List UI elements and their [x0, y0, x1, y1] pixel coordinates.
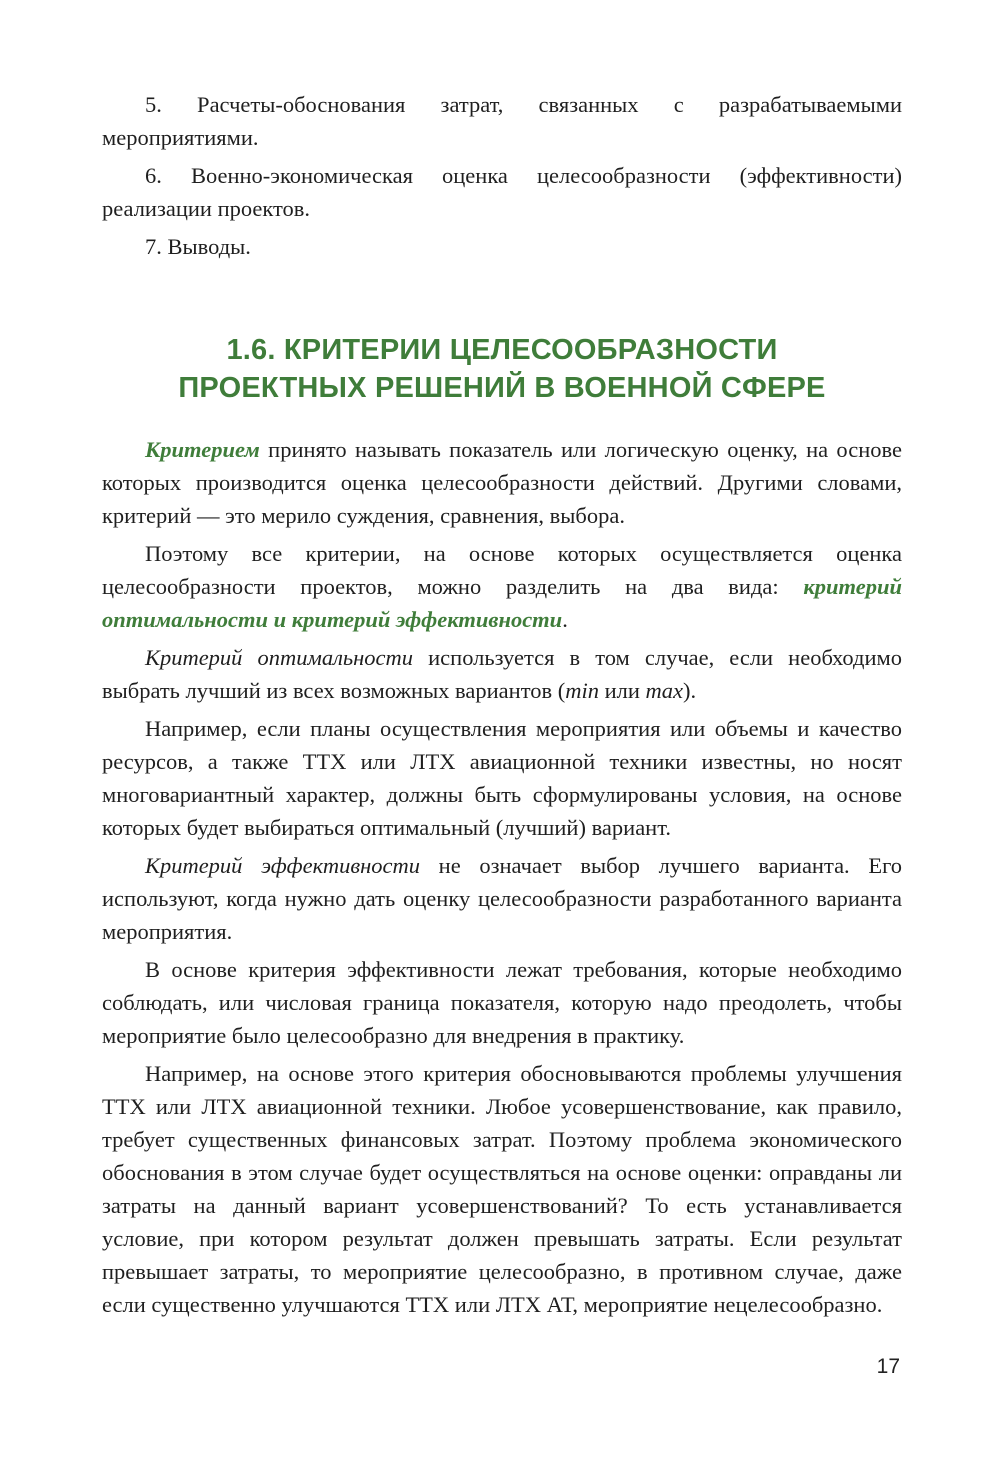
paragraph-criteria-types: [102, 537, 902, 636]
section-heading-line-2: ПРОЕКТНЫХ РЕШЕНИЙ В ВОЕННОЙ СФЕРЕ: [178, 372, 826, 404]
page-body: [102, 88, 902, 1321]
paragraph-text: не означает выбор лучшего варианта. Его используют, когда нужно дать оценку целесообразности разработанного варианта мероприятия.: [102, 853, 902, 944]
paragraph-efficiency-example: Например, на основе этого критерия обосновываются проблемы улучшения ТТХ или ЛТХ авиационной техники. Любое усовершенствование, как правило, требует существенных финансовых затрат. Поэтому проблема экономического обоснования в этом случае будет осуществляться на основе оценки: оправданы ли затраты на данный вариант усовершенствований? То есть устанавливается условие, при котором результат должен превышать затраты. Если результат превышает затраты, то мероприятие целесообразно, в противном случае, даже если существенно улучшаются ТТХ или ЛТХ АТ, мероприятие нецелесообразно.: [102, 1061, 902, 1317]
paragraph-end: .: [562, 607, 568, 632]
list-item-7: 7. Выводы.: [145, 234, 251, 259]
term-efficiency: Критерий эффективности: [145, 853, 421, 878]
paragraph-text: принято называть показатель или логическую оценку, на основе которых производится оценка целесообразности действий. Другими словами, критерий — это мерило суждения, сравнения, выбора.: [102, 437, 902, 528]
paragraph-or: или: [598, 678, 646, 703]
paragraph-efficiency-basis: В основе критерия эффективности лежат требования, которые необходимо соблюдать, или числовая граница показателя, которую надо преодолеть, чтобы мероприятие было целесообразно для внедрения в практику.: [102, 957, 902, 1048]
paragraph-optimality-example: Например, если планы осуществления мероприятия или объемы и качество ресурсов, а также ТТХ или ЛТХ авиационной техники известны, но носят многовариантный характер, должны быть сформулированы условия, на основе которых будет выбираться оптимальный (лучший) вариант.: [102, 716, 902, 840]
term-criteria-types: критерий оптимальности и критерий эффективности: [102, 574, 902, 632]
term-max: max: [645, 678, 684, 703]
term-min: min: [565, 678, 599, 703]
page-number: 17: [876, 1355, 900, 1378]
paragraph-end: ).: [683, 678, 697, 703]
paragraph-text: используется в том случае, если необходимо выбрать лучший из всех возможных вариантов (: [102, 645, 903, 703]
list-item-6: 6. Военно-экономическая оценка целесообразности (эффективности) реализации проектов.: [102, 163, 902, 221]
list-item-5: 5. Расчеты-обоснования затрат, связанных с разрабатываемыми мероприятиями.: [102, 92, 902, 150]
section-heading-line-1: 1.6. КРИТЕРИИ ЦЕЛЕСООБРАЗНОСТИ: [226, 334, 778, 366]
paragraph-efficiency-criterion: [102, 849, 902, 948]
paragraph-criterion-definition: [102, 433, 902, 532]
term-criterion: Критерием: [145, 437, 260, 462]
section-heading: [102, 331, 902, 407]
term-optimality: Критерий оптимальности: [145, 645, 414, 670]
paragraph-text: Поэтому все критерии, на основе которых осуществляется оценка целесообразности проектов, можно разделить на два вида:: [102, 541, 902, 599]
paragraph-optimality-criterion: [102, 641, 902, 707]
